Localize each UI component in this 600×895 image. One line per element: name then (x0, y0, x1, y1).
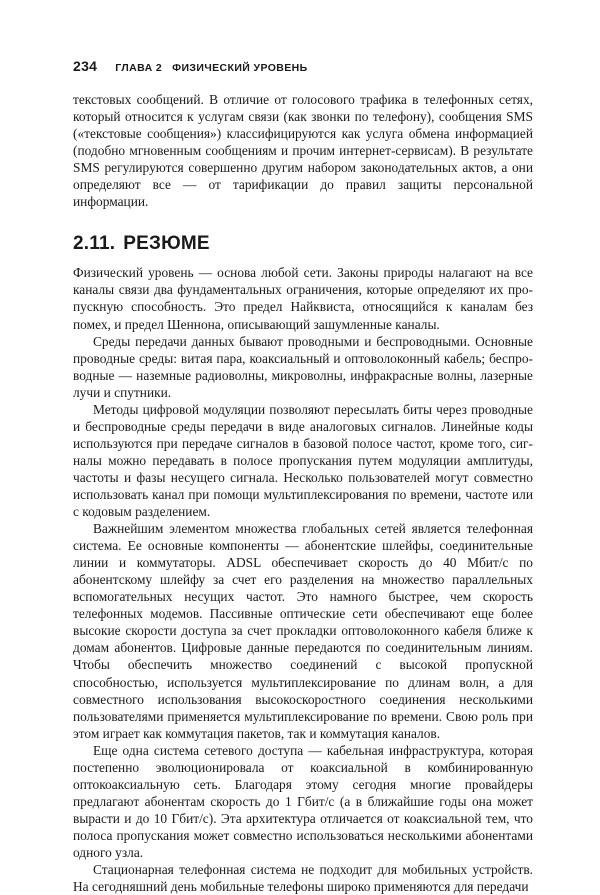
continued-paragraph: текстовых сообщений. В отличие от голосового трафика в телефонных сетях, который относится к услугам связи (как звонки по телефону), сообщения SMS («текстовые сообщения») классифицируются как услуга обмена информацией (подобно мгновенным сообщениям и прочим интернет-сервисам). В результате SMS регулируются совершенно другим набором законодательных актов, а они определяют все — от тарификации до правил защиты персональной информации. (73, 92, 533, 210)
summary-paragraph: Физический уровень — основа любой сети. Законы природы налагают на все каналы связи два фундаментальных ограничения, которые определяют их пропускную способность. Это предел Найквиста, относящийся к каналам без помех, и предел Шеннона, описывающий зашумленные каналы. (73, 265, 533, 332)
chapter-label: ГЛАВА 2 (115, 62, 163, 74)
chapter-title: ФИЗИЧЕСКИЙ УРОВЕНЬ (172, 62, 308, 74)
summary-paragraph: Стационарная телефонная система не подходит для мобильных устройств. На сегодняшний день мобильные телефоны широко применяются для передачи (73, 862, 533, 895)
page-body (73, 91, 533, 895)
summary-paragraph: Еще одна система сетевого доступа — кабельная инфраструктура, которая постепенно эволюционировала от коаксиальной в комбинированную оптокоаксиальную сеть. Благодаря этому сегодня многие провайдеры предлагают абонентам скорость до 1 Гбит/с (а в ближайшие годы она может вырасти и до 10 Гбит/с). Эта архитектура отличается от коаксиальной тем, что полоса пропускания может совместно использоваться несколькими абонентами одного узла. (73, 742, 533, 860)
section-title: РЕЗЮМЕ (123, 233, 210, 255)
section-number: 2.11. (73, 233, 116, 255)
page-number: 234 (73, 58, 98, 74)
running-header (73, 58, 533, 86)
summary-paragraph: Среды передачи данных бывают проводными и беспроводными. Основные проводные среды: витая пара, коаксиальный и оптоволоконный кабель; беспроводные — наземные радиоволны, микроволны, инфракрасные волны, лазерные лучи и спутники. (73, 333, 533, 400)
summary-paragraph: Методы цифровой модуляции позволяют пересылать биты через проводные и беспроводные среды передачи в виде аналоговых сигналов. Линейные коды используются при передаче сигналов в базовой полосе частот, кроме того, сигналы можно передавать в полосе пропускания путем модуляции амплитуды, частоты и фазы несущего сигнала. Несколько пользователей могут совместно использовать канал при помощи мультиплексирования по времени, частоте или с кодовым разделением. (73, 401, 533, 520)
book-page (73, 58, 533, 895)
section-heading (73, 233, 533, 255)
summary-paragraph: Важнейшим элементом множества глобальных сетей является телефонная система. Ее основные компоненты — абонентские шлейфы, соединительные линии и коммутаторы. ADSL обеспечивает скорость до 40 Мбит/с по абонентскому шлейфу за счет его разделения на множество параллельных вспомогательных несущих частот. Это намного быстрее, чем скорость телефонных модемов. Пассивные оптические сети обеспечивают еще более высокие скорости доступа за счет прокладки оптоволоконного кабеля ближе к домам абонентов. Цифровые данные передаются по соединительным линиям. Чтобы обеспечить множество соединений с высокой пропускной способностью, используется мультиплексирование по длинам волн, а для совместного использования высокоскоростного соединения несколькими пользователями применяется мультиплексирование по времени. Свою роль при этом играет как коммутация пакетов, так и коммутация каналов. (73, 521, 533, 741)
